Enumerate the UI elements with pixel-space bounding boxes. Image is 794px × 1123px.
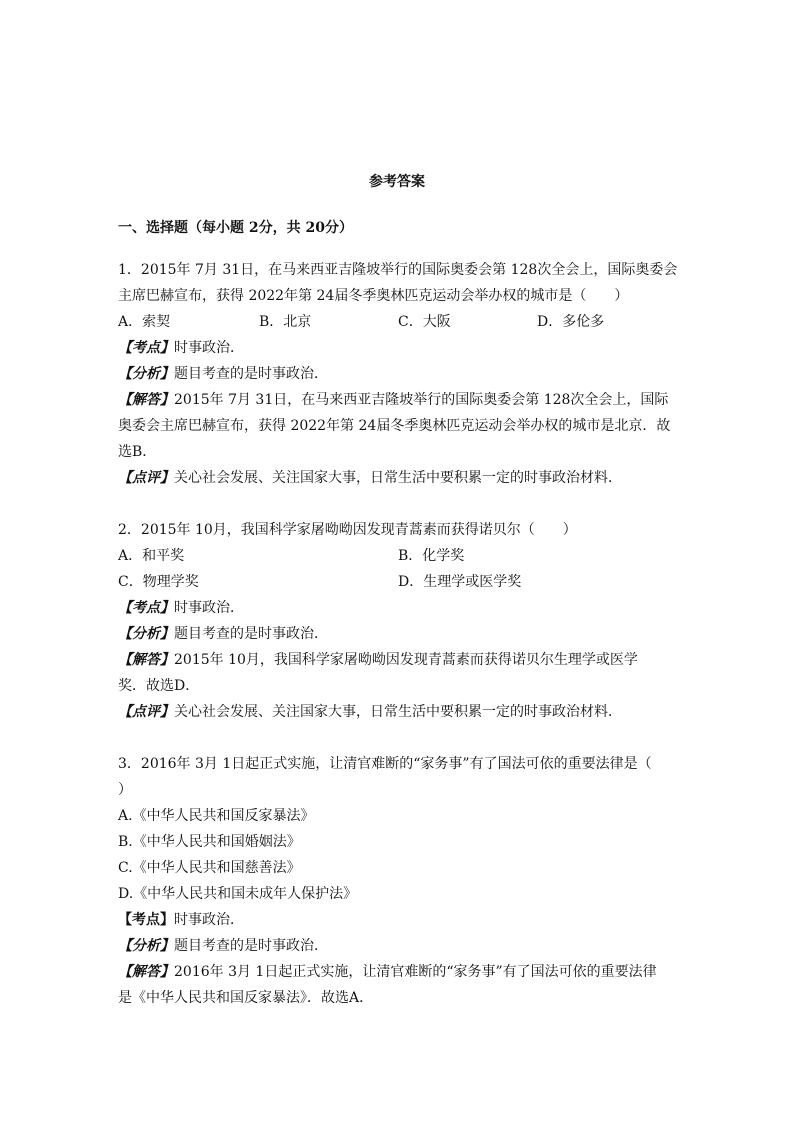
q2-option-d: D．生理学或医学奖 [398, 574, 522, 590]
jieda-tag: 【解答】 [118, 964, 174, 980]
q1-jieda-line2: 奥委会主席巴赫宣布，获得 2022年第 24届冬季奥林匹克运动会举办权的城市是北京．故 [118, 418, 671, 434]
q3-option-c: C.《中华人民共和国慈善法》 [118, 860, 301, 876]
dianping-text: 关心社会发展、关注国家大事，日常生活中要积累一定的时事政治材料． [174, 470, 622, 486]
q3-kaodian [118, 910, 244, 930]
jieda-tag: 【解答】 [118, 392, 174, 408]
q3-option-d: D.《中华人民共和国未成年人保护法》 [118, 886, 358, 902]
fenxi-tag: 【分析】 [118, 366, 174, 382]
kaodian-text: 时事政治． [174, 340, 244, 356]
q2-jieda-line2: 奖．故选D． [118, 678, 200, 694]
kaodian-tag: 【考点】 [118, 340, 174, 356]
q1-fenxi [118, 364, 328, 384]
q1-kaodian [118, 338, 244, 358]
q1-dianping [118, 468, 622, 488]
jieda-text: 2015年 10月，我国科学家屠呦呦因发现青蒿素而获得诺贝尔生理学或医学 [174, 652, 638, 668]
q2-option-c: C．物理学奖 [118, 574, 199, 590]
kaodian-tag: 【考点】 [118, 912, 174, 928]
q1-stem-line2: 主席巴赫宣布，获得 2022年第 24届冬季奥林匹克运动会举办权的城市是（ ） [118, 288, 629, 304]
q2-kaodian [118, 598, 244, 618]
fenxi-text: 题目考查的是时事政治． [174, 626, 328, 642]
kaodian-text: 时事政治． [174, 912, 244, 928]
jieda-tag: 【解答】 [118, 652, 174, 668]
section-heading: 一、选择题（每小题 2分，共 20分） [118, 220, 353, 236]
q1-option-a: A．索契 [118, 314, 171, 330]
dianping-tag: 【点评】 [118, 470, 174, 486]
page-title: 参考答案 [369, 174, 425, 190]
fenxi-tag: 【分析】 [118, 938, 174, 954]
q2-stem: 2．2015年 10月，我国科学家屠呦呦因发现青蒿素而获得诺贝尔（ ） [118, 522, 577, 538]
kaodian-text: 时事政治． [174, 600, 244, 616]
q2-fenxi [118, 624, 328, 644]
q2-option-b: B．化学奖 [398, 548, 465, 564]
q1-option-b: B．北京 [259, 314, 312, 330]
q1-option-d: D．多伦多 [537, 314, 605, 330]
dianping-tag: 【点评】 [118, 704, 174, 720]
q3-stem-line1: 3．2016年 3月 1日起正式实施，让清官难断的“家务事”有了国法可依的重要法律是（ [118, 756, 652, 772]
dianping-text: 关心社会发展、关注国家大事，日常生活中要积累一定的时事政治材料． [174, 704, 622, 720]
q1-option-c: C．大阪 [398, 314, 451, 330]
q1-jieda-line1 [118, 390, 668, 410]
fenxi-text: 题目考查的是时事政治． [174, 938, 328, 954]
q2-jieda-line1 [118, 650, 638, 670]
q1-stem-line1: 1．2015年 7月 31日，在马来西亚吉隆坡举行的国际奥委会第 128次全会上，国际奥委会 [118, 262, 678, 278]
q3-stem-line2: ） [118, 782, 132, 798]
q3-option-a: A.《中华人民共和国反家暴法》 [118, 808, 315, 824]
jieda-text: 2015年 7月 31日，在马来西亚吉隆坡举行的国际奥委会第 128次全会上，国际 [174, 392, 669, 408]
q3-option-b: B.《中华人民共和国婚姻法》 [118, 834, 301, 850]
q1-jieda-line3: 选B． [118, 444, 157, 460]
q2-dianping [118, 702, 622, 722]
q2-option-a: A．和平奖 [118, 548, 185, 564]
jieda-text: 2016年 3月 1日起正式实施，让清官难断的“家务事”有了国法可依的重要法律 [174, 964, 657, 980]
fenxi-text: 题目考查的是时事政治． [174, 366, 328, 382]
fenxi-tag: 【分析】 [118, 626, 174, 642]
q3-jieda-line2: 是《中华人民共和国反家暴法》．故选A． [118, 990, 374, 1006]
q3-fenxi [118, 936, 328, 956]
kaodian-tag: 【考点】 [118, 600, 174, 616]
q3-jieda-line1 [118, 962, 657, 982]
